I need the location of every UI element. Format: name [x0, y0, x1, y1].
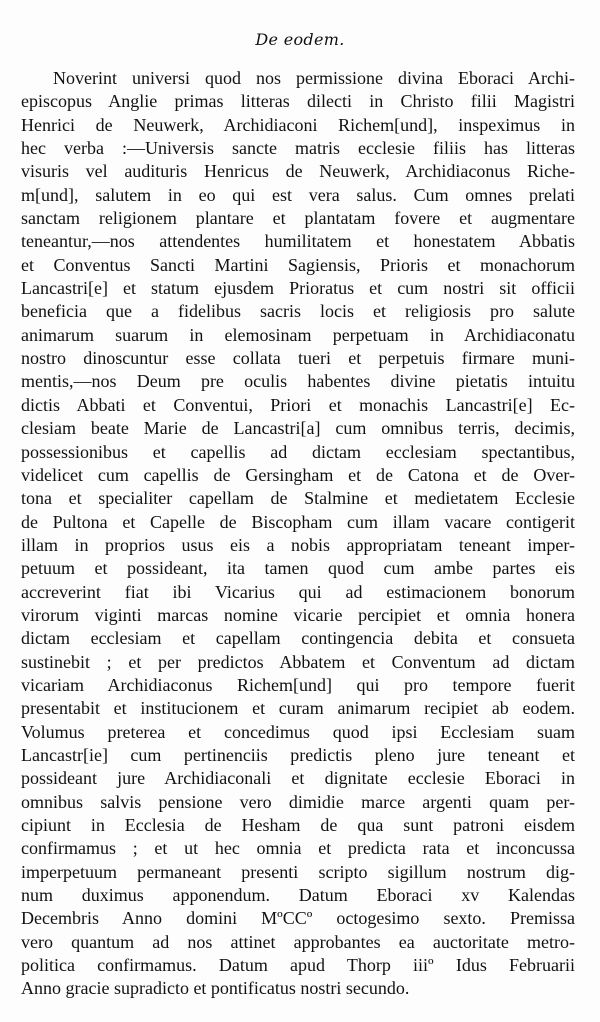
- text-line: episcopus Anglie primas litteras dilecti in Christo filii Magistri: [21, 91, 575, 112]
- text-line: sustinebit ; et per predictos Abbatem et Conventum ad dictam: [21, 651, 575, 672]
- text-line: clesiam beate Marie de Lancastri[a] cum omnibus terris, decimis,: [21, 418, 575, 439]
- text-line: sanctam religionem plantare et plantatam fovere et augmentare: [21, 208, 575, 229]
- page-title: De eodem.: [255, 30, 345, 49]
- text-line: Noverint universi quod nos permissione divina Eboraci Archi-: [53, 68, 575, 88]
- text-line: petuum et possideant, ita tamen quod cum ambe partes eis: [21, 558, 575, 579]
- text-line: Lancastr[ie] cum pertinenciis predictis pleno jure teneant et: [21, 744, 575, 765]
- text-line: omnibus salvis pensione vero dimidie marce argenti quam per-: [21, 791, 575, 812]
- text-line: m[und], salutem in eo qui est vera salus. Cum omnes prelati: [21, 184, 575, 205]
- text-line: possessionibus et capellis ad dictam ecclesiam spectantibus,: [21, 441, 575, 462]
- text-line: et Conventus Sancti Martini Sagiensis, Prioris et monachorum: [21, 254, 575, 275]
- text-line: vero quantum ad nos attinet approbantes ea auctoritate metro-: [21, 931, 575, 952]
- text-line: num duximus apponendum. Datum Eboraci xv Kalendas: [21, 885, 575, 906]
- text-line: videlicet cum capellis de Gersingham et de Catona et de Over-: [21, 464, 575, 485]
- text-line: dictam ecclesiam et capellam contingencia debita et consueta: [21, 628, 575, 649]
- text-line: visuris vel audituris Henricus de Neuwerk, Archidiaconus Riche-: [21, 161, 575, 182]
- text-line: Volumus preterea et concedimus quod ipsi Ecclesiam suam: [21, 721, 575, 742]
- text-line: hec verba :—Universis sancte matris ecclesie filiis has litteras: [21, 138, 575, 159]
- text-line: virorum viginti marcas nomine vicarie percipiet et omnia honera: [21, 604, 575, 625]
- text-line: teneantur,—nos attendentes humilitatem et honestatem Abbatis: [21, 231, 575, 252]
- text-line: possideant jure Archidiaconali et dignitate ecclesie Eboraci in: [21, 768, 575, 789]
- text-line: politica confirmamus. Datum apud Thorp iiiº Idus Februarii: [21, 955, 575, 976]
- text-line: Decembris Anno domini MºCCº octogesimo sexto. Premissa: [21, 908, 575, 929]
- text-line: cipiunt in Ecclesia de Hesham de qua sunt patroni eisdem: [21, 815, 575, 835]
- text-line: confirmamus ; et ut hec omnia et predicta rata et inconcussa: [21, 838, 575, 859]
- text-line: vicariam Archidiaconus Richem[und] qui pro tempore fuerit: [21, 674, 575, 695]
- text-line: dictis Abbati et Conventui, Priori et monachis Lancastri[e] Ec-: [21, 394, 575, 415]
- text-line: nostro dinoscuntur esse collata tueri et perpetuis firmare muni-: [21, 348, 575, 369]
- text-line: imperpetuum permaneant presenti scripto sigillum nostrum dig-: [21, 861, 575, 882]
- charter-text: [21, 67, 575, 1001]
- text-line: accreverint fiat ibi Vicarius qui ad estimacionem bonorum: [21, 581, 575, 602]
- text-line: beneficia que a fidelibus sacris locis et religiosis pro salute: [21, 301, 575, 322]
- text-line: de Pultona et Capelle de Biscopham cum illam vacare contigerit: [21, 511, 575, 532]
- text-line: Anno gracie supradicto et pontificatus nostri secundo.: [21, 978, 410, 999]
- text-line: tona et specialiter capellam de Stalmine et medietatem Ecclesie: [21, 488, 575, 509]
- text-line: animarum suarum in elemosinam perpetuam in Archidiaconatu: [21, 324, 575, 345]
- text-line: mentis,—nos Deum pre oculis habentes divine pietatis intuitu: [21, 371, 575, 392]
- text-line: illam in proprios usus eis a nobis appropriatam teneant imper-: [21, 534, 575, 555]
- text-line: Henrici de Neuwerk, Archidiaconi Richem[und], inspeximus in: [21, 114, 575, 135]
- text-line: Lancastri[e] et statum ejusdem Prioratus et cum nostri sit officii: [21, 278, 575, 299]
- text-line: presentabit et institucionem et curam animarum recipiet ab eodem.: [21, 698, 575, 719]
